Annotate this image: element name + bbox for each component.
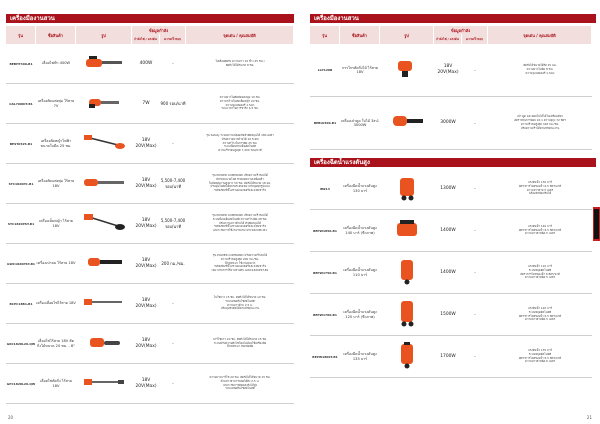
- product-name: เครื่องฉีดน้ำแรงดันสูง 135 บาร์: [343, 352, 377, 361]
- section-title-garden-right: เครื่องมืองานสวน: [310, 14, 596, 23]
- feature-line: *ผลิตภัณฑ์นี้ไม่รวมแบตเตอรี่และแท่นชาร์จ: [214, 224, 266, 229]
- product-model: GKC1820L20-QW: [6, 341, 36, 346]
- product-power: 1700W: [440, 353, 456, 359]
- right-page: [302, 0, 600, 424]
- product-name: เครื่องเลื่อยโซ่ไร้สาย 18V: [36, 301, 76, 306]
- product-power: 18V 20V(Max): [135, 257, 157, 269]
- feature-list: [209, 376, 270, 391]
- product-model: GPC1820L20-QW: [6, 381, 36, 386]
- page-number: 21: [586, 415, 592, 420]
- product-features: [488, 294, 592, 335]
- product-illustration: [84, 253, 124, 275]
- feature-line: ความกว้างใบตัดเล็มหญ้า 20 ซม.: [219, 98, 261, 103]
- table-row: [6, 124, 294, 164]
- product-speed: -: [474, 228, 476, 233]
- feature-line: ปรับความยาวด้ามได้ 10 ระดับ: [221, 136, 259, 141]
- product-model: STC1820PST-B1: [7, 221, 35, 226]
- product-illustration: [396, 298, 418, 332]
- product-illustration: [82, 294, 126, 313]
- product-name: เครื่องตัดแต่งพุ่ม ไร้สาย 7V: [37, 99, 75, 108]
- feature-line: ความยาวสายฉีด 5 เมตร: [525, 231, 555, 236]
- feature-line: ความจุแบตเตอรี่ 1.5Ah: [525, 70, 555, 75]
- feature-list: [519, 349, 561, 364]
- feature-line: *ผลิตภัณฑ์นี้ไม่รวมแบตเตอรี่และแท่นชาร์จ: [214, 188, 266, 193]
- product-model: GSL700KIT-B1: [9, 101, 33, 106]
- table-row: [310, 336, 592, 378]
- feature-line: ความเร็วลมสูงสุด 200 กม./ชม.: [220, 256, 260, 261]
- table-row: [6, 204, 294, 244]
- feature-list: [214, 296, 267, 311]
- product-illustration: [82, 213, 126, 235]
- feature-line: แรงดันน้ำ 110 บาร์: [528, 263, 552, 268]
- product-name: เลื่อยไฟฟ้า 400W: [41, 61, 71, 66]
- table-header: [6, 26, 294, 44]
- feature-list: [519, 307, 561, 322]
- product-image: [76, 364, 132, 403]
- feature-line: ระบบหยุดอัตโนมัติ: [528, 351, 552, 356]
- left-page: [0, 0, 298, 424]
- product-image: [380, 97, 434, 149]
- feature-line: ความยาวด้าม 2.5 ม.: [227, 302, 253, 307]
- product-name: เลื่อยโซ่ไร้สาย 18V ตัดกิ่งไม้ขนาด 20 ซม. - 8": [37, 339, 75, 348]
- feature-line: *ผลิตภัณฑ์นี้ไม่รวมแบตเตอรี่และแท่นชาร์จ: [214, 264, 266, 269]
- feature-line: บาร์โซ่ยาว 20 ซม. ตัดกิ่งไม้ได้ขนาด 15 ซม.: [212, 336, 268, 341]
- product-image: [380, 294, 434, 335]
- feature-line: ใบเลื่อยตัดกิ่ง ความยาว 10 นิ้ว (25 ซม.): [215, 58, 265, 63]
- feature-line: ตัดกิ่งไม้ขนาดได้ถึง 25 มม.: [523, 63, 557, 68]
- feature-line: ปรับมุมใบตัดได้หลายระดับเหมาะกับพุ่มทุกรูปแบบ: [210, 184, 270, 189]
- product-model: BEBLV300-B1: [313, 121, 337, 125]
- product-speed: -: [474, 270, 476, 275]
- feature-line: ความเร็วลมสูงสุด 418 กม./ชม.: [520, 122, 560, 126]
- product-name: เครื่องเล็มหญ้า ไร้สาย 18V: [39, 219, 73, 228]
- product-name: เครื่องเป่าดูด ใบไม้ 3in1 3000W: [340, 118, 380, 127]
- table-row: [6, 324, 294, 364]
- product-features: [488, 168, 592, 209]
- feature-line: เหมาะกับการใช้งานร่วมกับ GWC1820PST-B1: [211, 268, 269, 273]
- product-speed: -: [474, 186, 476, 191]
- product-features: [186, 204, 294, 243]
- product-name: เครื่องตัดแต่งพุ่ม ไร้สาย 18V: [37, 179, 75, 188]
- product-model: BESTA525-B1: [9, 141, 33, 146]
- product-features: [186, 124, 294, 163]
- product-speed: -: [172, 141, 174, 146]
- product-speed: -: [172, 341, 174, 346]
- product-illustration: [396, 256, 418, 290]
- product-features: [488, 252, 592, 293]
- product-speed: -: [172, 301, 174, 306]
- product-speed: -: [474, 312, 476, 317]
- header-features: จุดเด่น / คุณสมบัติ: [186, 26, 294, 44]
- product-model: STC1820PC-B1: [8, 181, 34, 186]
- product-illustration: [86, 333, 122, 355]
- product-model: BEPW1850-B1: [313, 228, 337, 233]
- table-row: [310, 44, 592, 97]
- feature-list: [514, 115, 565, 130]
- product-image: [380, 210, 434, 251]
- feature-line: ใบโซ่ยาว 15 ซม. ตัดกิ่งไม้ได้ขนาด 10 ซม.: [213, 294, 267, 299]
- product-illustration: [394, 217, 420, 245]
- product-speed: 5,500-7,400 รอบ/นาที: [160, 177, 186, 189]
- product-model: GWC1820PST-B1: [7, 261, 35, 266]
- feature-line: ระบบหยุดอัตโนมัติ: [528, 309, 552, 314]
- product-features: [186, 324, 294, 363]
- product-name: เครื่องเป่าลม ไร้สาย 18V: [36, 261, 76, 266]
- product-image: [76, 284, 132, 323]
- product-features: [186, 44, 294, 83]
- product-image: [380, 252, 434, 293]
- product-name: เครื่องฉีดน้ำแรงดันสูง 120 บาร์ (ชีวภาพ): [343, 310, 377, 319]
- product-name: เครื่องฉีดน้ำแรงดันสูง 140 บาร์ (ชีวภาพ): [343, 226, 377, 235]
- product-power: 400W: [139, 60, 153, 66]
- product-power: 1300W: [440, 185, 456, 191]
- product-image: [76, 324, 132, 363]
- product-power: 18V 20V(Max): [135, 137, 157, 149]
- feature-line: ปรับมุมหัวตัดได้ตามลักษณะงาน: [220, 306, 260, 311]
- product-power: 18V 20V(Max): [135, 337, 157, 349]
- product-power: 18V 20V(Max): [135, 377, 157, 389]
- header-model: รุ่น: [6, 26, 36, 44]
- product-model: BW13: [320, 186, 330, 191]
- feature-line: รุ่น POWER COMMAND ปรับความเร็วลมได้: [212, 253, 268, 258]
- feature-line: อัตราการไหลของน้ำ 6.5 ลิตร/นาที: [518, 355, 562, 360]
- table-row: [310, 168, 592, 210]
- section-title-pressure-washer: เครื่องฉีดน้ำแรงดันสูง: [310, 158, 596, 167]
- product-power: 18V 20V(Max): [135, 297, 157, 309]
- product-model: BEBHT400-B1: [9, 61, 33, 66]
- table-row: [6, 164, 294, 204]
- feature-line: รุ่น Safety ระบบความปลอดภัยหัวตัดหมุนได้ 180 องศา: [206, 133, 274, 138]
- product-features: [488, 336, 592, 377]
- feature-line: ด้ามยาวสามารถต่อได้ถึง 2.5 ม.: [220, 378, 260, 383]
- product-features: [488, 97, 592, 149]
- product-image: [76, 204, 132, 243]
- header-power-group: ข้อมูลกำลัง: [132, 26, 186, 34]
- product-image: [76, 124, 132, 163]
- table-row: [310, 294, 592, 336]
- feature-line: ความยาวสายฉีด 6 เมตร: [525, 359, 555, 364]
- product-speed: -: [474, 120, 476, 126]
- product-power: 1400W: [440, 269, 456, 275]
- product-features: [488, 210, 592, 251]
- feature-list: [220, 96, 261, 111]
- product-power: 18V 20V(Max): [135, 177, 157, 189]
- product-speed: 200 กม./ชม.: [161, 261, 185, 266]
- feature-line: แรงดันน้ำ 140 บาร์: [528, 223, 552, 228]
- header-model: รุ่น: [310, 26, 340, 44]
- product-features: [186, 284, 294, 323]
- feature-line: ปรับความยาวด้ามได้ หัวตัดหมุนได้: [219, 220, 261, 225]
- table-header-right: [310, 26, 592, 44]
- feature-line: ตัดกิ่งไม้ได้ขนาด 8 ซม.: [225, 62, 255, 67]
- feature-line: ความยาวสาย 5 เมตร: [526, 187, 554, 192]
- side-brand-tab: [593, 207, 600, 241]
- product-speed: -: [172, 381, 174, 386]
- feature-list: [206, 134, 273, 153]
- feature-line: ความยาวสายฉีด 5 เมตร: [525, 317, 555, 322]
- feature-line: อัตราการไหลของน้ำ 6 ลิตร/นาที: [520, 271, 560, 276]
- feature-line: ความจุแบตเตอรี่ 1.5Ah: [225, 102, 255, 107]
- feature-list: [519, 225, 561, 236]
- feature-line: ปรับความเร็วได้ตามลักษณะงาน: [520, 125, 560, 130]
- table-row: [6, 244, 294, 284]
- feature-line: ระยะเวลาในการชาร์จ 4-5 ชม.: [221, 106, 259, 111]
- garden-table: [310, 44, 592, 150]
- feature-line: ระบบหล่อลื่นโซ่อัตโนมัติ: [225, 298, 255, 303]
- product-illustration: [82, 133, 126, 155]
- product-speed: 5,500-7,400 รอบ/นาที: [160, 217, 186, 229]
- table-row: [6, 364, 294, 404]
- product-features: [186, 84, 294, 123]
- header-name: ชื่อสินค้า: [340, 26, 380, 44]
- product-features: [186, 364, 294, 403]
- feature-line: เหมาะกับการใช้งานร่วมกับ STC1820PC-B1: [213, 228, 267, 233]
- feature-line: มีสายสะพายไหล่ ช่วยลดความเหนื่อยล้า: [216, 176, 264, 181]
- product-power: 1400W: [440, 227, 456, 233]
- header-image: รูป: [380, 26, 434, 44]
- feature-line: อัตราส่วนการย่อย 10:1 ความจุถุง 72 ลิตร: [514, 118, 566, 123]
- product-features: [488, 44, 592, 96]
- product-power: 18V 20V(Max): [135, 217, 157, 229]
- feature-line: ความยาวใบมีด 8 ซม.: [526, 67, 554, 72]
- feature-line: ระบบหยุดอัตโนมัติ: [528, 267, 552, 272]
- product-features: [186, 164, 294, 203]
- feature-line: อัตราการไหลของน้ำ 6.5 ลิตร/นาที: [518, 183, 562, 188]
- feature-list: [519, 181, 561, 196]
- feature-list: [209, 174, 271, 193]
- feature-list: [212, 254, 269, 273]
- feature-list: [212, 214, 268, 233]
- feature-line: ความยาวใบตัดตัดแต่งพุ่ม 10 ซม.: [219, 94, 261, 99]
- feature-line: ความกว้างในการตัด 25 ซม.: [222, 140, 258, 145]
- feature-line: อัตราการไหลของน้ำ 6.5 ลิตร/นาที: [518, 313, 562, 318]
- header-image: รูป: [76, 26, 132, 44]
- washer-table: [310, 168, 592, 378]
- product-name: เครื่องตัดหญ้าไฟฟ้า ขนาดใบมีด 25 ซม.: [40, 139, 72, 148]
- product-illustration: [396, 172, 418, 206]
- product-power: 7W: [142, 100, 150, 106]
- product-table: [6, 44, 294, 406]
- product-power: 1500W: [440, 311, 456, 317]
- table-row: [310, 252, 592, 294]
- feature-line: รุ่น POWER COMMAND ปรับความเร็วรอบได้: [212, 213, 268, 218]
- product-model: BEPW1800T-B1: [312, 354, 338, 359]
- product-image: [76, 164, 132, 203]
- feature-line: ระบบป้อนเอ็นอัตโนมัติ ความกว้างตัด 28 ซม.: [212, 216, 268, 221]
- header-power-group: ข้อมูลกำลัง: [434, 26, 488, 34]
- product-name: เครื่องฉีดน้ำแรงดันสูง 110 บาร์: [343, 268, 377, 277]
- header-power-sub2: ความเร็วรอบ: [160, 34, 186, 44]
- table-row: [6, 284, 294, 324]
- product-speed: -: [172, 61, 174, 66]
- product-model: BEPW1750-B1: [313, 270, 337, 275]
- product-name: เลื่อยโซ่ตัดกิ่ง ไร้สาย 18V: [40, 379, 72, 388]
- feature-list: [520, 265, 560, 280]
- product-image: [76, 84, 132, 123]
- product-illustration: [396, 340, 418, 374]
- product-image: [380, 336, 434, 377]
- product-image: [76, 44, 132, 83]
- product-model: BEPW1700-B1: [313, 312, 337, 317]
- product-model: BCPC18B1-B1: [9, 301, 33, 306]
- feature-line: ระบบปรับความตึงโซ่โดยไม่ต้องใช้เครื่องมือ: [213, 340, 267, 345]
- header-name: ชื่อสินค้า: [36, 26, 76, 44]
- feature-line: อัตราการไหลของน้ำ 6.5 ลิตร/นาที: [518, 227, 562, 232]
- feature-line: น้ำหนักเบา ใช้งานสะดวก: [224, 260, 256, 265]
- table-row: [6, 44, 294, 84]
- product-speed: 900 รอบ/นาที: [160, 101, 186, 106]
- product-name: เครื่องฉีดน้ำแรงดันสูง 130 บาร์: [343, 184, 377, 193]
- feature-line: พร้อมหัวฉีดปรับได้: [528, 191, 552, 196]
- table-row: [6, 84, 294, 124]
- header-power-sub2: ความเร็วรอบ: [462, 34, 488, 44]
- table-row: [310, 97, 592, 150]
- feature-line: ความเร็วรอบสูงสุด 7,400 รอบ/นาที: [218, 148, 262, 153]
- product-speed: -: [474, 354, 476, 359]
- header-features: จุดเด่น / คุณสมบัติ: [488, 26, 592, 44]
- product-illustration: [82, 374, 126, 393]
- feature-line: ความยาวบาร์โซ่ 20 ซม. ตัดกิ่งไม้ได้ขนาด 15 ซม.: [209, 374, 271, 379]
- product-illustration: [389, 110, 425, 136]
- product-image: [76, 244, 132, 283]
- product-illustration: [87, 94, 121, 114]
- table-row: [310, 210, 592, 252]
- feature-line: เป่า ดูด และย่อยใบไม้ได้ในเครื่องเดียว: [517, 114, 563, 119]
- product-power: 3000W: [440, 120, 456, 126]
- product-features: [186, 244, 294, 283]
- feature-line: แรงดันน้ำ 135 บาร์: [528, 347, 552, 352]
- feature-line: น้ำหนักเบา จับถนัดมือ: [226, 344, 254, 349]
- feature-list: [523, 64, 556, 75]
- product-illustration: [392, 57, 422, 83]
- product-speed: -: [474, 67, 476, 73]
- page-number: 20: [8, 415, 14, 420]
- product-name: กรรไกรตัดกิ่งไม้ ไร้สาย 18V: [342, 65, 378, 74]
- feature-line: แรงดันน้ำ 120 บาร์: [528, 305, 552, 310]
- product-power: 18V 20V(Max): [437, 64, 459, 75]
- header-power-sub1: กำลังไฟ / แรงดัน: [434, 34, 462, 44]
- product-image: [380, 44, 434, 96]
- product-model: LLP120B: [317, 68, 333, 72]
- feature-line: ระบบหล่อลื่นโซ่อัตโนมัติ: [225, 386, 255, 391]
- feature-list: [215, 60, 264, 68]
- feature-line: ความยาวสายฉีด 5 เมตร: [525, 275, 555, 280]
- feature-line: แรงดันน้ำ 130 บาร์: [528, 179, 552, 184]
- product-illustration: [82, 174, 126, 194]
- section-title-garden: เครื่องมืองานสวน: [6, 14, 294, 23]
- feature-line: ระบบป้อนสายเอ็นอัตโนมัติ: [224, 144, 256, 149]
- feature-line: ใบมีดคุณภาพสูงยาว 50 ซม. ตัดกิ่งได้ขนาด 18 มม.: [208, 180, 272, 185]
- product-image: [380, 168, 434, 209]
- feature-line: รุ่น POWER COMMAND ปรับความเร็วรอบได้: [212, 173, 268, 178]
- header-power-sub1: กำลังไฟ / แรงดัน: [132, 34, 160, 44]
- feature-line: เหมาะกับการตัดแต่งกิ่งไม้สูง: [223, 382, 257, 387]
- feature-list: [213, 338, 267, 349]
- product-illustration: [84, 53, 124, 75]
